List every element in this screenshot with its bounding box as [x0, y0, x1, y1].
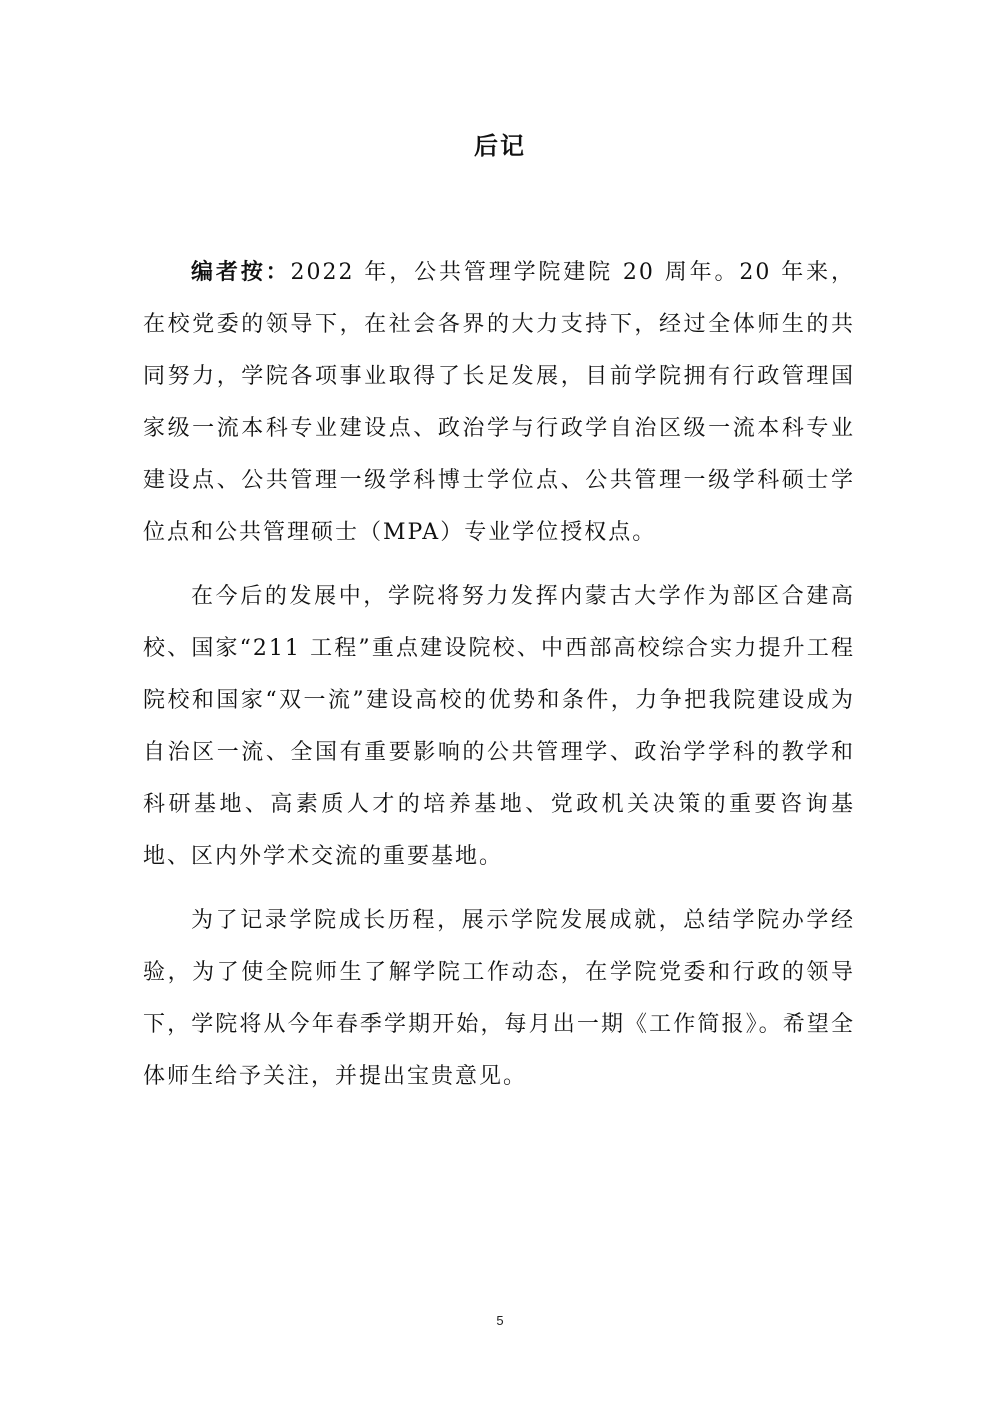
document-body	[143, 247, 855, 1115]
page-number: 5	[496, 1313, 504, 1328]
paragraph-3: 为了记录学院成长历程，展示学院发展成就，总结学院办学经验，为了使全院师生了解学院工作动态，在学院党委和行政的领导下，学院将从今年春季学期开始，每月出一期《工作简报》。希望全体师生给予关注，并提出宝贵意见。	[143, 908, 855, 1089]
page-title: 后记	[474, 132, 526, 160]
paragraph-2: 在今后的发展中，学院将努力发挥内蒙古大学作为部区合建高校、国家“211 工程”重点建设院校、中西部高校综合实力提升工程院校和国家“双一流”建设高校的优势和条件，力争把我院建设成为自治区一流、全国有重要影响的公共管理学、政治学学科的教学和科研基地、高素质人才的培养基地、党政机关决策的重要咨询基地、区内外学术交流的重要基地。	[143, 584, 855, 869]
editor-note-label: 编者按：	[191, 260, 291, 285]
paragraph-1-text: 2022 年，公共管理学院建院 20 周年。20 年来，在校党委的领导下，在社会各界的大力支持下，经过全体师生的共同努力，学院各项事业取得了长足发展，目前学院拥有行政管理国家级一流本科专业建设点、政治学与行政学自治区级一流本科专业建设点、公共管理一级学科博士学位点、公共管理一级学科硕士学位点和公共管理硕士（MPA）专业学位授权点。	[143, 260, 855, 545]
paragraph-editor-note	[143, 247, 855, 559]
